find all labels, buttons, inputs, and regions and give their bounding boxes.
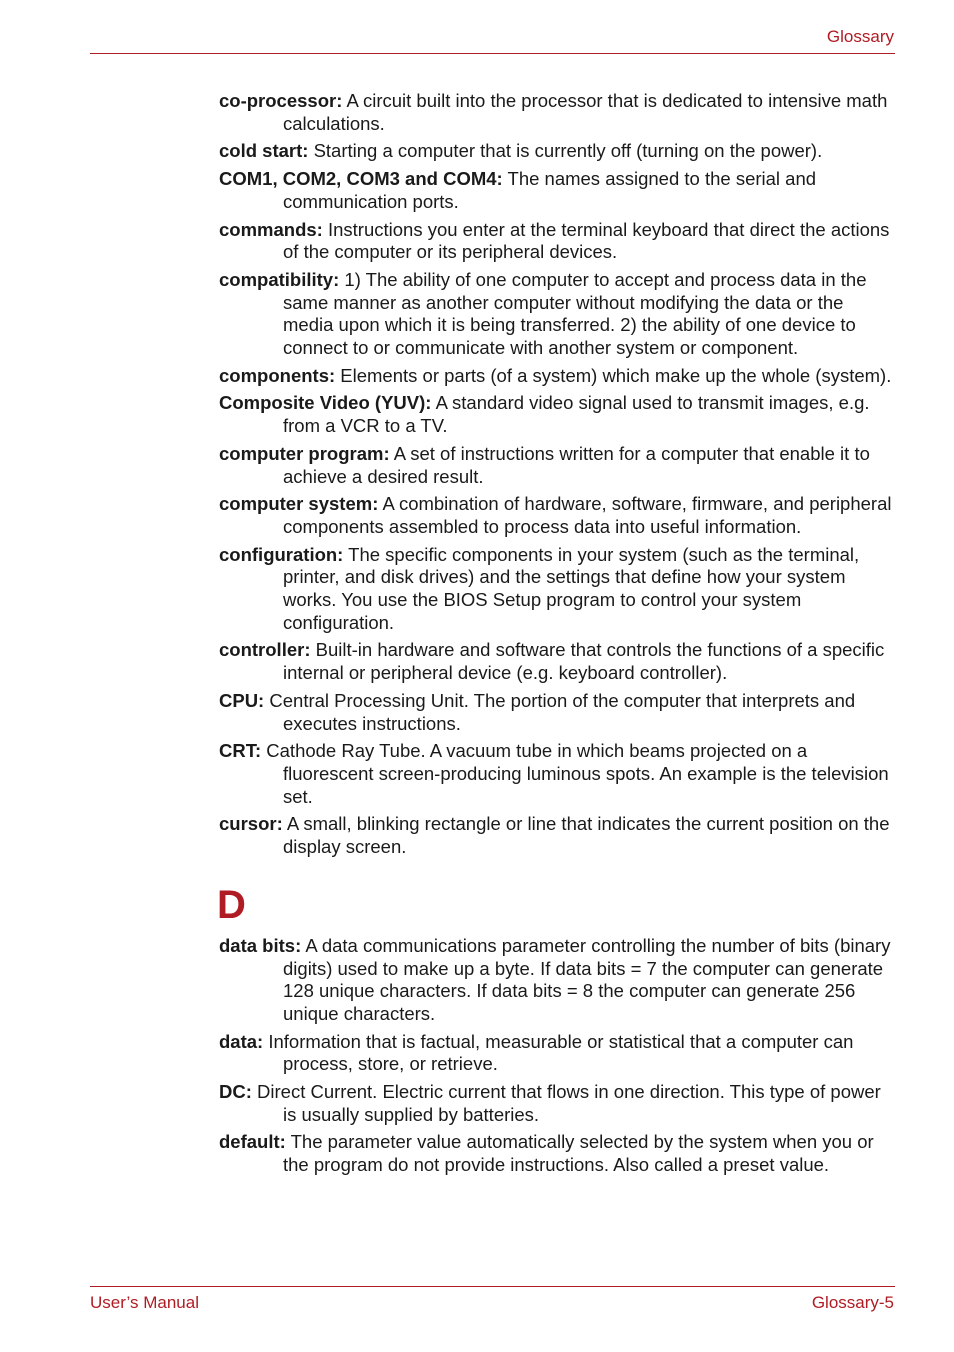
glossary-definition: The parameter value automatically selected by the system when you or the program do not provide instructions. Also called a preset value. — [283, 1131, 874, 1176]
glossary-term: computer system: — [219, 493, 379, 515]
glossary-term: data bits: — [219, 934, 302, 956]
glossary-definition: A data communications parameter controlling the number of bits (binary digits) used to make up a byte. If data bits = 7 the computer can generate 128 unique characters. If data bits = 8 the computer can generate 256 unique characters. — [283, 934, 891, 1024]
glossary-entry — [219, 269, 894, 360]
glossary-definition: Starting a computer that is currently off (turning on the power). — [313, 140, 823, 162]
glossary-term: cold start: — [219, 140, 309, 162]
glossary-entry — [219, 740, 894, 808]
glossary-entry — [219, 90, 894, 135]
glossary-entry — [219, 935, 894, 1026]
glossary-entry — [219, 219, 894, 264]
glossary-section-d — [219, 935, 894, 1177]
glossary-term: configuration: — [219, 543, 344, 565]
glossary-term: controller: — [219, 639, 311, 661]
glossary-term: COM1, COM2, COM3 and COM4: — [219, 168, 503, 190]
glossary-entry — [219, 1081, 894, 1126]
glossary-entry — [219, 443, 894, 488]
glossary-entry — [219, 544, 894, 635]
glossary-entry — [219, 140, 894, 163]
glossary-term: CRT: — [219, 740, 262, 762]
glossary-term: data: — [219, 1030, 264, 1052]
glossary-entry — [219, 168, 894, 213]
glossary-term: computer program: — [219, 442, 390, 464]
glossary-term: components: — [219, 364, 336, 386]
glossary-entry — [219, 813, 894, 858]
glossary-entry — [219, 392, 894, 437]
glossary-definition: Direct Current. Electric current that flows in one direction. This type of power is usually supplied by batteries. — [257, 1081, 881, 1125]
glossary-definition: Built-in hardware and software that controls the functions of a specific internal or peripheral device (e.g. keyboard controller). — [283, 639, 885, 684]
glossary-term: CPU: — [219, 689, 265, 711]
header-rule — [90, 53, 895, 54]
glossary-definition: A standard video signal used to transmit images, e.g. from a VCR to a TV. — [283, 392, 870, 437]
glossary-definition: Cathode Ray Tube. A vacuum tube in which beams projected on a fluorescent screen-producing luminous spots. An example is the television set. — [266, 740, 889, 807]
footer-manual-title: User’s Manual — [90, 1293, 199, 1312]
glossary-definition: Central Processing Unit. The portion of the computer that interprets and executes instructions. — [269, 689, 856, 734]
glossary-section-c — [219, 90, 894, 859]
glossary-definition: A circuit built into the processor that is dedicated to intensive math calculations. — [283, 90, 888, 134]
glossary-entry — [219, 690, 894, 735]
glossary-term: Composite Video (YUV): — [219, 392, 432, 414]
glossary-term: commands: — [219, 218, 323, 240]
glossary-definition: Instructions you enter at the terminal keyboard that direct the actions of the computer or its peripheral devices. — [283, 218, 890, 263]
section-letter-d: D — [217, 882, 246, 927]
footer-page-number: Glossary-5 — [811, 1293, 894, 1312]
glossary-definition: Elements or parts (of a system) which make up the whole (system). — [340, 364, 892, 386]
glossary-definition: Information that is factual, measurable or statistical that a computer can process, store, or retrieve. — [268, 1030, 854, 1075]
glossary-entry — [219, 639, 894, 684]
glossary-entry — [219, 365, 894, 388]
page-header-title: Glossary — [826, 27, 894, 46]
glossary-term: cursor: — [219, 813, 283, 835]
glossary-term: co-processor: — [219, 90, 343, 111]
glossary-definition: The names assigned to the serial and communication ports. — [283, 168, 817, 212]
glossary-definition: 1) The ability of one computer to accept and process data in the same manner as another computer without modifying the data or the media upon which it is being transferred. 2) the ability of one device to connect to or communicate with another system or component. — [283, 268, 867, 359]
glossary-term: default: — [219, 1131, 286, 1153]
glossary-entry — [219, 493, 894, 538]
glossary-entry — [219, 1031, 894, 1076]
glossary-definition: The specific components in your system (such as the terminal, printer, and disk drives) and the settings that define how your system works. You use the BIOS Setup program to control your system configuration. — [283, 543, 860, 633]
glossary-definition: A set of instructions written for a computer that enable it to achieve a desired result. — [283, 442, 870, 487]
glossary-term: DC: — [219, 1081, 252, 1103]
glossary-entry — [219, 1131, 894, 1176]
glossary-definition: A combination of hardware, software, firmware, and peripheral components assembled to process data into useful information. — [283, 493, 892, 537]
glossary-definition: A small, blinking rectangle or line that indicates the current position on the display screen. — [283, 813, 890, 858]
footer-rule — [90, 1286, 895, 1287]
glossary-term: compatibility: — [219, 268, 340, 290]
glossary-content — [219, 90, 894, 1182]
